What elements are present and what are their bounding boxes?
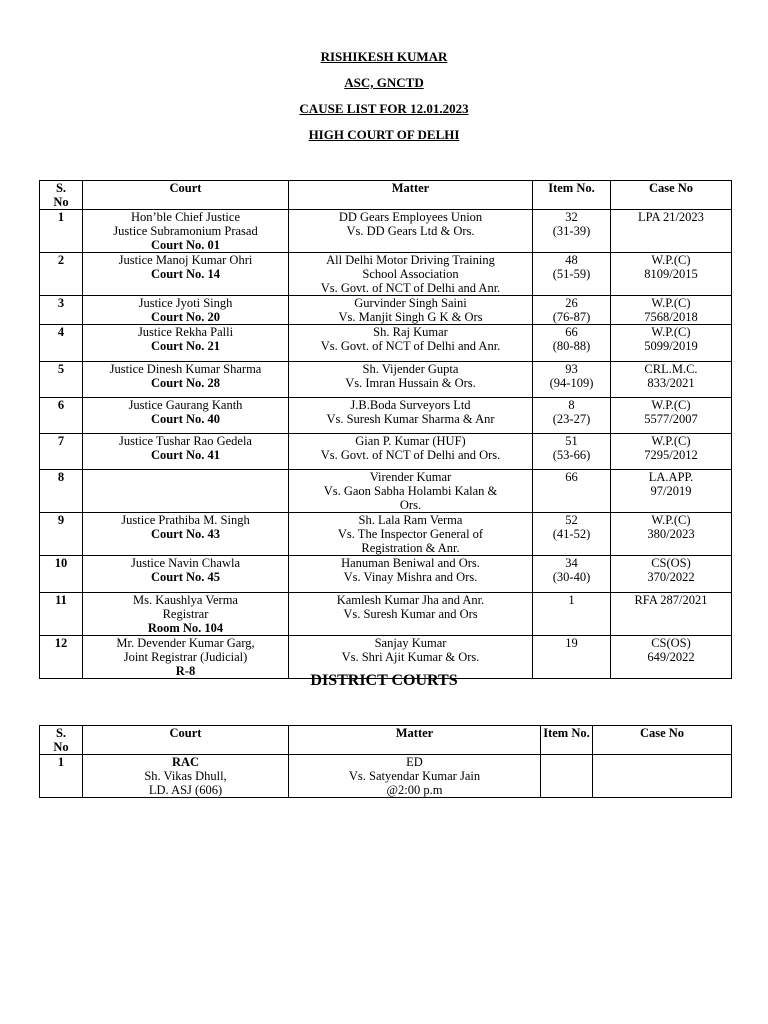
matter-line: Ors. [399, 498, 422, 512]
table-row [40, 325, 732, 362]
matter-cell [289, 434, 533, 470]
court-line: Justice Subramonium Prasad [113, 224, 258, 238]
court-cell [83, 253, 289, 296]
case-line: CRL.M.C. [644, 362, 698, 376]
case-line: W.P.(C) [651, 325, 691, 339]
matter-line: Vs. Govt. of NCT of Delhi and Ors. [320, 448, 501, 462]
header-cause-list: CAUSE LIST FOR 12.01.2023 [299, 101, 469, 116]
matter-line: Sh. Raj Kumar [373, 325, 448, 339]
matter-line: Vs. Suresh Kumar and Ors [343, 607, 478, 621]
case-number-cell [611, 296, 732, 325]
court-line: Justice Rekha Palli [137, 325, 234, 339]
case-line: 97/2019 [650, 484, 692, 498]
table-row [40, 253, 732, 296]
item-number-cell [533, 325, 611, 362]
case-line: 833/2021 [647, 376, 695, 390]
court-number: Court No. 01 [150, 238, 221, 252]
court-cell [83, 398, 289, 434]
matter-line: Vs. The Inspector General of [337, 527, 484, 541]
matter-line: Gian P. Kumar (HUF) [355, 434, 466, 448]
court-line: Justice Navin Chawla [130, 556, 240, 570]
case-number-cell [611, 325, 732, 362]
matter-line: Virender Kumar [369, 470, 452, 484]
matter-cell [289, 325, 533, 362]
matter-line: Vs. Gaon Sabha Holambi Kalan & [323, 484, 498, 498]
item-number-cell [533, 210, 611, 253]
case-number-cell [611, 513, 732, 556]
table-row [40, 362, 732, 398]
matter-line: Vs. Govt. of NCT of Delhi and Anr. [320, 339, 501, 353]
item-line: 26 [565, 296, 578, 310]
item-number-cell [533, 362, 611, 398]
col-header-case: Case No [593, 726, 732, 755]
case-number-cell [611, 362, 732, 398]
court-line: Sh. Vikas Dhull, [144, 769, 227, 783]
matter-line: Vs. Imran Hussain & Ors. [345, 376, 476, 390]
court-cell [83, 755, 289, 798]
court-number: Room No. 104 [147, 621, 224, 635]
item-line: (31-39) [552, 224, 591, 238]
matter-line: Vs. Manjit Singh G K & Ors [338, 310, 483, 324]
case-line: 5099/2019 [644, 339, 698, 353]
header-court: HIGH COURT OF DELHI [308, 127, 460, 142]
item-number-cell [533, 253, 611, 296]
matter-line: Sanjay Kumar [374, 636, 447, 650]
serial-number-cell: 7 [40, 434, 83, 470]
matter-line: DD Gears Employees Union [338, 210, 483, 224]
col-header-matter: Matter [289, 726, 541, 755]
court-number: Court No. 40 [150, 412, 221, 426]
court-cell [83, 556, 289, 593]
matter-cell [289, 593, 533, 636]
court-cell [83, 434, 289, 470]
serial-number-cell: 2 [40, 253, 83, 296]
item-line: 66 [565, 325, 578, 339]
court-cell [83, 593, 289, 636]
court-number: Court No. 20 [150, 310, 221, 324]
table-row [40, 513, 732, 556]
case-line: W.P.(C) [651, 434, 691, 448]
court-line: Mr. Devender Kumar Garg, [116, 636, 255, 650]
item-line: (53-66) [552, 448, 591, 462]
item-number-cell [533, 470, 611, 513]
matter-line: Vs. Vinay Mishra and Ors. [343, 570, 478, 584]
case-line: 7295/2012 [644, 448, 698, 462]
court-number: Court No. 21 [150, 339, 221, 353]
matter-line: All Delhi Motor Driving Training [326, 253, 495, 267]
matter-line: Vs. DD Gears Ltd & Ors. [346, 224, 475, 238]
case-line: W.P.(C) [651, 253, 691, 267]
serial-number-cell: 3 [40, 296, 83, 325]
serial-number-cell: 11 [40, 593, 83, 636]
col-header-item: Item No. [533, 181, 611, 210]
serial-number-cell: 5 [40, 362, 83, 398]
case-number-cell [611, 593, 732, 636]
item-line: (30-40) [552, 570, 591, 584]
matter-cell [289, 210, 533, 253]
item-line: 19 [565, 636, 578, 650]
high-court-table [39, 180, 732, 679]
serial-number-cell: 8 [40, 470, 83, 513]
matter-line: Vs. Govt. of NCT of Delhi and Anr. [320, 281, 501, 295]
court-cell [83, 210, 289, 253]
item-line: (80-88) [552, 339, 591, 353]
col-header-sno: S. No [40, 726, 83, 755]
serial-number-cell: 10 [40, 556, 83, 593]
item-line: (94-109) [549, 376, 594, 390]
table-row [40, 470, 732, 513]
court-line: Justice Tushar Rao Gedela [119, 434, 252, 448]
matter-cell [289, 755, 541, 798]
court-line: Justice Dinesh Kumar Sharma [109, 362, 262, 376]
case-line: RFA 287/2021 [634, 593, 708, 607]
case-number-cell [593, 755, 732, 798]
court-line: Ms. Kaushlya Verma [133, 593, 238, 607]
matter-line: Sh. Lala Ram Verma [358, 513, 463, 527]
court-number: RAC [171, 755, 200, 769]
case-number-cell [611, 398, 732, 434]
serial-number-cell: 12 [40, 636, 83, 679]
item-line: 1 [568, 593, 575, 607]
case-number-cell [611, 210, 732, 253]
court-line: Justice Manoj Kumar Ohri [118, 253, 253, 267]
court-cell [83, 362, 289, 398]
court-number: R-8 [175, 664, 196, 678]
case-line: 8109/2015 [644, 267, 698, 281]
item-line: 52 [565, 513, 578, 527]
case-line: W.P.(C) [651, 398, 691, 412]
item-line: 51 [565, 434, 578, 448]
district-court-table [39, 725, 732, 798]
court-line: Justice Prathiba M. Singh [121, 513, 250, 527]
matter-line: Vs. Shri Ajit Kumar & Ors. [341, 650, 480, 664]
case-line: 380/2023 [647, 527, 695, 541]
court-cell [83, 296, 289, 325]
case-line: W.P.(C) [651, 296, 691, 310]
court-cell [83, 470, 289, 513]
item-line: (51-59) [552, 267, 591, 281]
case-line: 370/2022 [647, 570, 695, 584]
matter-line: @2:00 p.m [386, 783, 443, 797]
court-number: Court No. 43 [150, 527, 221, 541]
serial-number-cell: 4 [40, 325, 83, 362]
col-header-sno: S. No [40, 181, 83, 210]
item-line: (76-87) [552, 310, 591, 324]
case-line: 7568/2018 [644, 310, 698, 324]
court-number: Court No. 45 [150, 570, 221, 584]
court-line: LD. ASJ (606) [148, 783, 223, 797]
matter-line: Kamlesh Kumar Jha and Anr. [336, 593, 485, 607]
table-row [40, 296, 732, 325]
court-line: Hon’ble Chief Justice [130, 210, 240, 224]
item-number-cell [541, 755, 593, 798]
serial-number-cell: 1 [40, 210, 83, 253]
court-number: Court No. 28 [150, 376, 221, 390]
matter-cell [289, 470, 533, 513]
item-number-cell [533, 296, 611, 325]
item-line: 93 [565, 362, 578, 376]
matter-cell [289, 362, 533, 398]
item-line: (41-52) [552, 527, 591, 541]
col-header-court: Court [83, 726, 289, 755]
item-number-cell [533, 556, 611, 593]
matter-cell [289, 556, 533, 593]
high-court-header-row [40, 181, 732, 210]
matter-cell [289, 398, 533, 434]
table-row [40, 210, 732, 253]
case-line: LPA 21/2023 [638, 210, 704, 224]
matter-cell [289, 253, 533, 296]
matter-line: Hanuman Beniwal and Ors. [341, 556, 480, 570]
case-line: CS(OS) [651, 556, 691, 570]
table-row [40, 593, 732, 636]
item-line: 66 [565, 470, 578, 484]
court-line: Justice Jyoti Singh [138, 296, 233, 310]
serial-number-cell: 6 [40, 398, 83, 434]
table-row [40, 556, 732, 593]
case-line: LA.APP. [648, 470, 694, 484]
matter-line: Vs. Suresh Kumar Sharma & Anr [326, 412, 495, 426]
court-line: Registrar [162, 607, 209, 621]
case-number-cell [611, 253, 732, 296]
item-number-cell [533, 398, 611, 434]
matter-line: Vs. Satyendar Kumar Jain [348, 769, 481, 783]
item-number-cell [533, 434, 611, 470]
matter-line: J.B.Boda Surveyors Ltd [350, 398, 471, 412]
item-number-cell [533, 513, 611, 556]
matter-line: Registration & Anr. [361, 541, 460, 555]
header-name: RISHIKESH KUMAR [320, 49, 448, 64]
item-line: (23-27) [552, 412, 591, 426]
col-header-item: Item No. [541, 726, 593, 755]
serial-number-cell: 9 [40, 513, 83, 556]
court-number: Court No. 14 [150, 267, 221, 281]
col-header-matter: Matter [289, 181, 533, 210]
court-number: Court No. 41 [150, 448, 221, 462]
case-line: 5577/2007 [644, 412, 698, 426]
court-cell [83, 513, 289, 556]
court-line: Joint Registrar (Judicial) [123, 650, 248, 664]
case-number-cell [611, 556, 732, 593]
case-number-cell [611, 470, 732, 513]
matter-line: Gurvinder Singh Saini [354, 296, 467, 310]
table-row [40, 398, 732, 434]
item-line: 48 [565, 253, 578, 267]
case-line: 649/2022 [647, 650, 695, 664]
case-line: W.P.(C) [651, 513, 691, 527]
col-header-case: Case No [611, 181, 732, 210]
district-courts-title: DISTRICT COURTS [310, 672, 458, 689]
case-line: CS(OS) [651, 636, 691, 650]
matter-line: Sh. Vijender Gupta [362, 362, 459, 376]
case-number-cell [611, 434, 732, 470]
matter-line: ED [406, 755, 423, 769]
court-line: Justice Gaurang Kanth [128, 398, 243, 412]
matter-line: School Association [362, 267, 459, 281]
table-row [40, 755, 732, 798]
matter-cell [289, 513, 533, 556]
district-header-row [40, 726, 732, 755]
col-header-court: Court [83, 181, 289, 210]
item-number-cell [533, 593, 611, 636]
header-designation: ASC, GNCTD [344, 75, 424, 90]
item-line: 8 [568, 398, 575, 412]
serial-number-cell: 1 [40, 755, 83, 798]
court-cell [83, 325, 289, 362]
matter-cell [289, 296, 533, 325]
table-row [40, 434, 732, 470]
item-line: 32 [565, 210, 578, 224]
item-line: 34 [565, 556, 578, 570]
